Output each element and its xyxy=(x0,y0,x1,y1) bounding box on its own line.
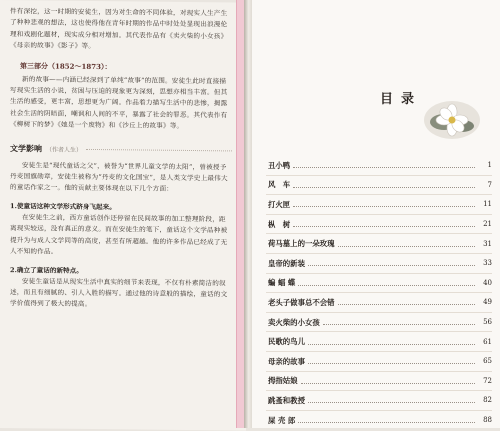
toc-item-page: 61 xyxy=(483,337,492,346)
toc-leader xyxy=(308,264,475,266)
toc-item-page: 33 xyxy=(483,259,492,268)
toc-item-page: 7 xyxy=(487,180,492,189)
toc-item-title: 丑小鸭 xyxy=(268,160,291,170)
impact-title: 文学影响 xyxy=(10,142,42,154)
toc-leader xyxy=(298,421,475,423)
toc-item-title: 枞 树 xyxy=(268,219,291,229)
toc-item-page: 21 xyxy=(483,220,492,229)
impact-paragraph: 安徒生是“现代童话之父”，被誉为“世界儿童文学的太阳”，曾被授予丹麦国旗勋章，安徒生被称为“丹麦的文化国宝”，是人类文学史上最伟大的童话作家之一。他的贡献主要体现在以下几个方面： xyxy=(10,160,228,194)
toc-item[interactable] xyxy=(266,391,492,411)
toc-leader xyxy=(323,323,475,325)
toc-leader xyxy=(308,401,475,403)
toc-leader xyxy=(338,245,475,247)
toc-item-title: 母亲的故事 xyxy=(268,356,305,366)
toc-item[interactable] xyxy=(266,411,492,428)
toc-item[interactable] xyxy=(266,176,492,196)
point1-paragraph: 在安徒生之前，西方童话创作还停留在民间故事的加工整理阶段，距离现实较远，没有真正的意义。而在安徒生的笔下，童话这个文学品种被提升为与成人文学同等的高度，甚至有所超越。他的许多作品已经成了无人不知的作品。 xyxy=(10,213,228,256)
toc-item-page: 49 xyxy=(483,298,492,307)
toc-item-title: 蝙 蝠 蝶 xyxy=(268,278,296,288)
toc-leader xyxy=(293,205,475,207)
intro-paragraph: 件有深挖，这一时期的安徒生，因为对生命的不同体验，对现实人生产生了种种悲观的想法，这也使得他在青年时期的作品中时处处显现出浪漫伦理和戏剧化题材，现实成分相对增加。其代表作品有《卖火柴的小女孩》《母亲的故事》《影子》等。 xyxy=(10,7,228,51)
toc-item-page: 72 xyxy=(483,376,492,385)
toc-leader xyxy=(308,362,475,364)
impact-subtitle: （作者人生） xyxy=(46,146,83,154)
toc-item-page: 56 xyxy=(483,318,492,327)
toc-item-title: 跳蚤和教授 xyxy=(268,395,305,405)
section-title: 第三部分（1852～1873）： xyxy=(20,60,112,71)
toc-leader xyxy=(338,303,475,305)
toc-item-title: 风 车 xyxy=(268,180,291,190)
left-page xyxy=(0,0,246,431)
toc-item-page: 31 xyxy=(483,239,492,248)
point2-paragraph: 安徒生童话是从现实生活中真实的细节来表现，不仅有朴素简洁的叙述，而且有细腻的、引人入胜的描写。通过他的诗意般的描绘，童话的文学价值得到了极大的提高。 xyxy=(10,276,228,309)
toc-item[interactable] xyxy=(266,254,492,274)
toc-item[interactable] xyxy=(266,313,492,333)
toc-item-page: 1 xyxy=(487,161,492,170)
section-paragraph: 新的故事——内涵已经深到了单纯“故事”的范围。安徒生此时直接描写现实生活的小说，贫困与压迫的现象更为深刻，思想亦相当丰富。但其生活的感受，更丰富，思想更为广阔。作品着力描写生活中的悲惨，揭露社会生活的阴暗面，嘲讽和人间的不平，暴露了社会的罪恶。其代表作有《柳树下的梦》《她是一个废物》和《沙丘上的故事》等。 xyxy=(10,74,228,131)
toc-title: 目录 xyxy=(380,92,423,107)
toc-item[interactable] xyxy=(266,234,492,254)
toc-item[interactable] xyxy=(266,293,492,313)
toc-item[interactable] xyxy=(266,195,492,215)
toc-item[interactable] xyxy=(266,372,492,392)
toc-item-title: 屎 壳 郎 xyxy=(268,415,296,425)
toc-item-title: 拇指姑娘 xyxy=(268,376,298,386)
toc-leader xyxy=(293,186,475,188)
flower-icon xyxy=(422,98,482,142)
toc-item-title: 老头子做事总不会错 xyxy=(268,297,335,307)
toc-item-page: 88 xyxy=(483,416,492,425)
toc-item-page: 65 xyxy=(483,357,492,366)
impact-rule xyxy=(86,148,232,152)
toc-item[interactable] xyxy=(266,352,492,372)
toc-item-page: 82 xyxy=(483,396,492,405)
toc-leader xyxy=(301,382,475,384)
point2-title: 2.确立了童话的新特点。 xyxy=(10,265,83,275)
impact-heading xyxy=(10,143,232,156)
toc-leader xyxy=(293,166,475,168)
toc-item-title: 皇帝的新装 xyxy=(268,258,305,268)
right-page xyxy=(252,0,500,428)
toc-leader xyxy=(298,284,475,286)
toc-item[interactable] xyxy=(266,274,492,294)
toc-item[interactable] xyxy=(266,332,492,352)
toc-item-title: 荷马墓上的一朵玫瑰 xyxy=(268,239,335,249)
toc-item-page: 11 xyxy=(483,200,492,209)
toc-item-title: 卖火柴的小女孩 xyxy=(268,317,320,327)
toc-list xyxy=(266,156,492,428)
toc-leader xyxy=(308,343,475,345)
toc-item-title: 打火匣 xyxy=(268,199,291,209)
page-edge-decoration xyxy=(236,0,244,428)
toc-item[interactable] xyxy=(266,156,492,176)
toc-item-page: 40 xyxy=(483,278,492,287)
toc-leader xyxy=(293,225,475,227)
toc-item[interactable] xyxy=(266,215,492,235)
toc-item-title: 民歌的鸟儿 xyxy=(268,337,305,347)
left-page-content xyxy=(10,6,232,312)
point1-title: 1.使童话这种文学形式跻身飞起来。 xyxy=(10,201,116,212)
